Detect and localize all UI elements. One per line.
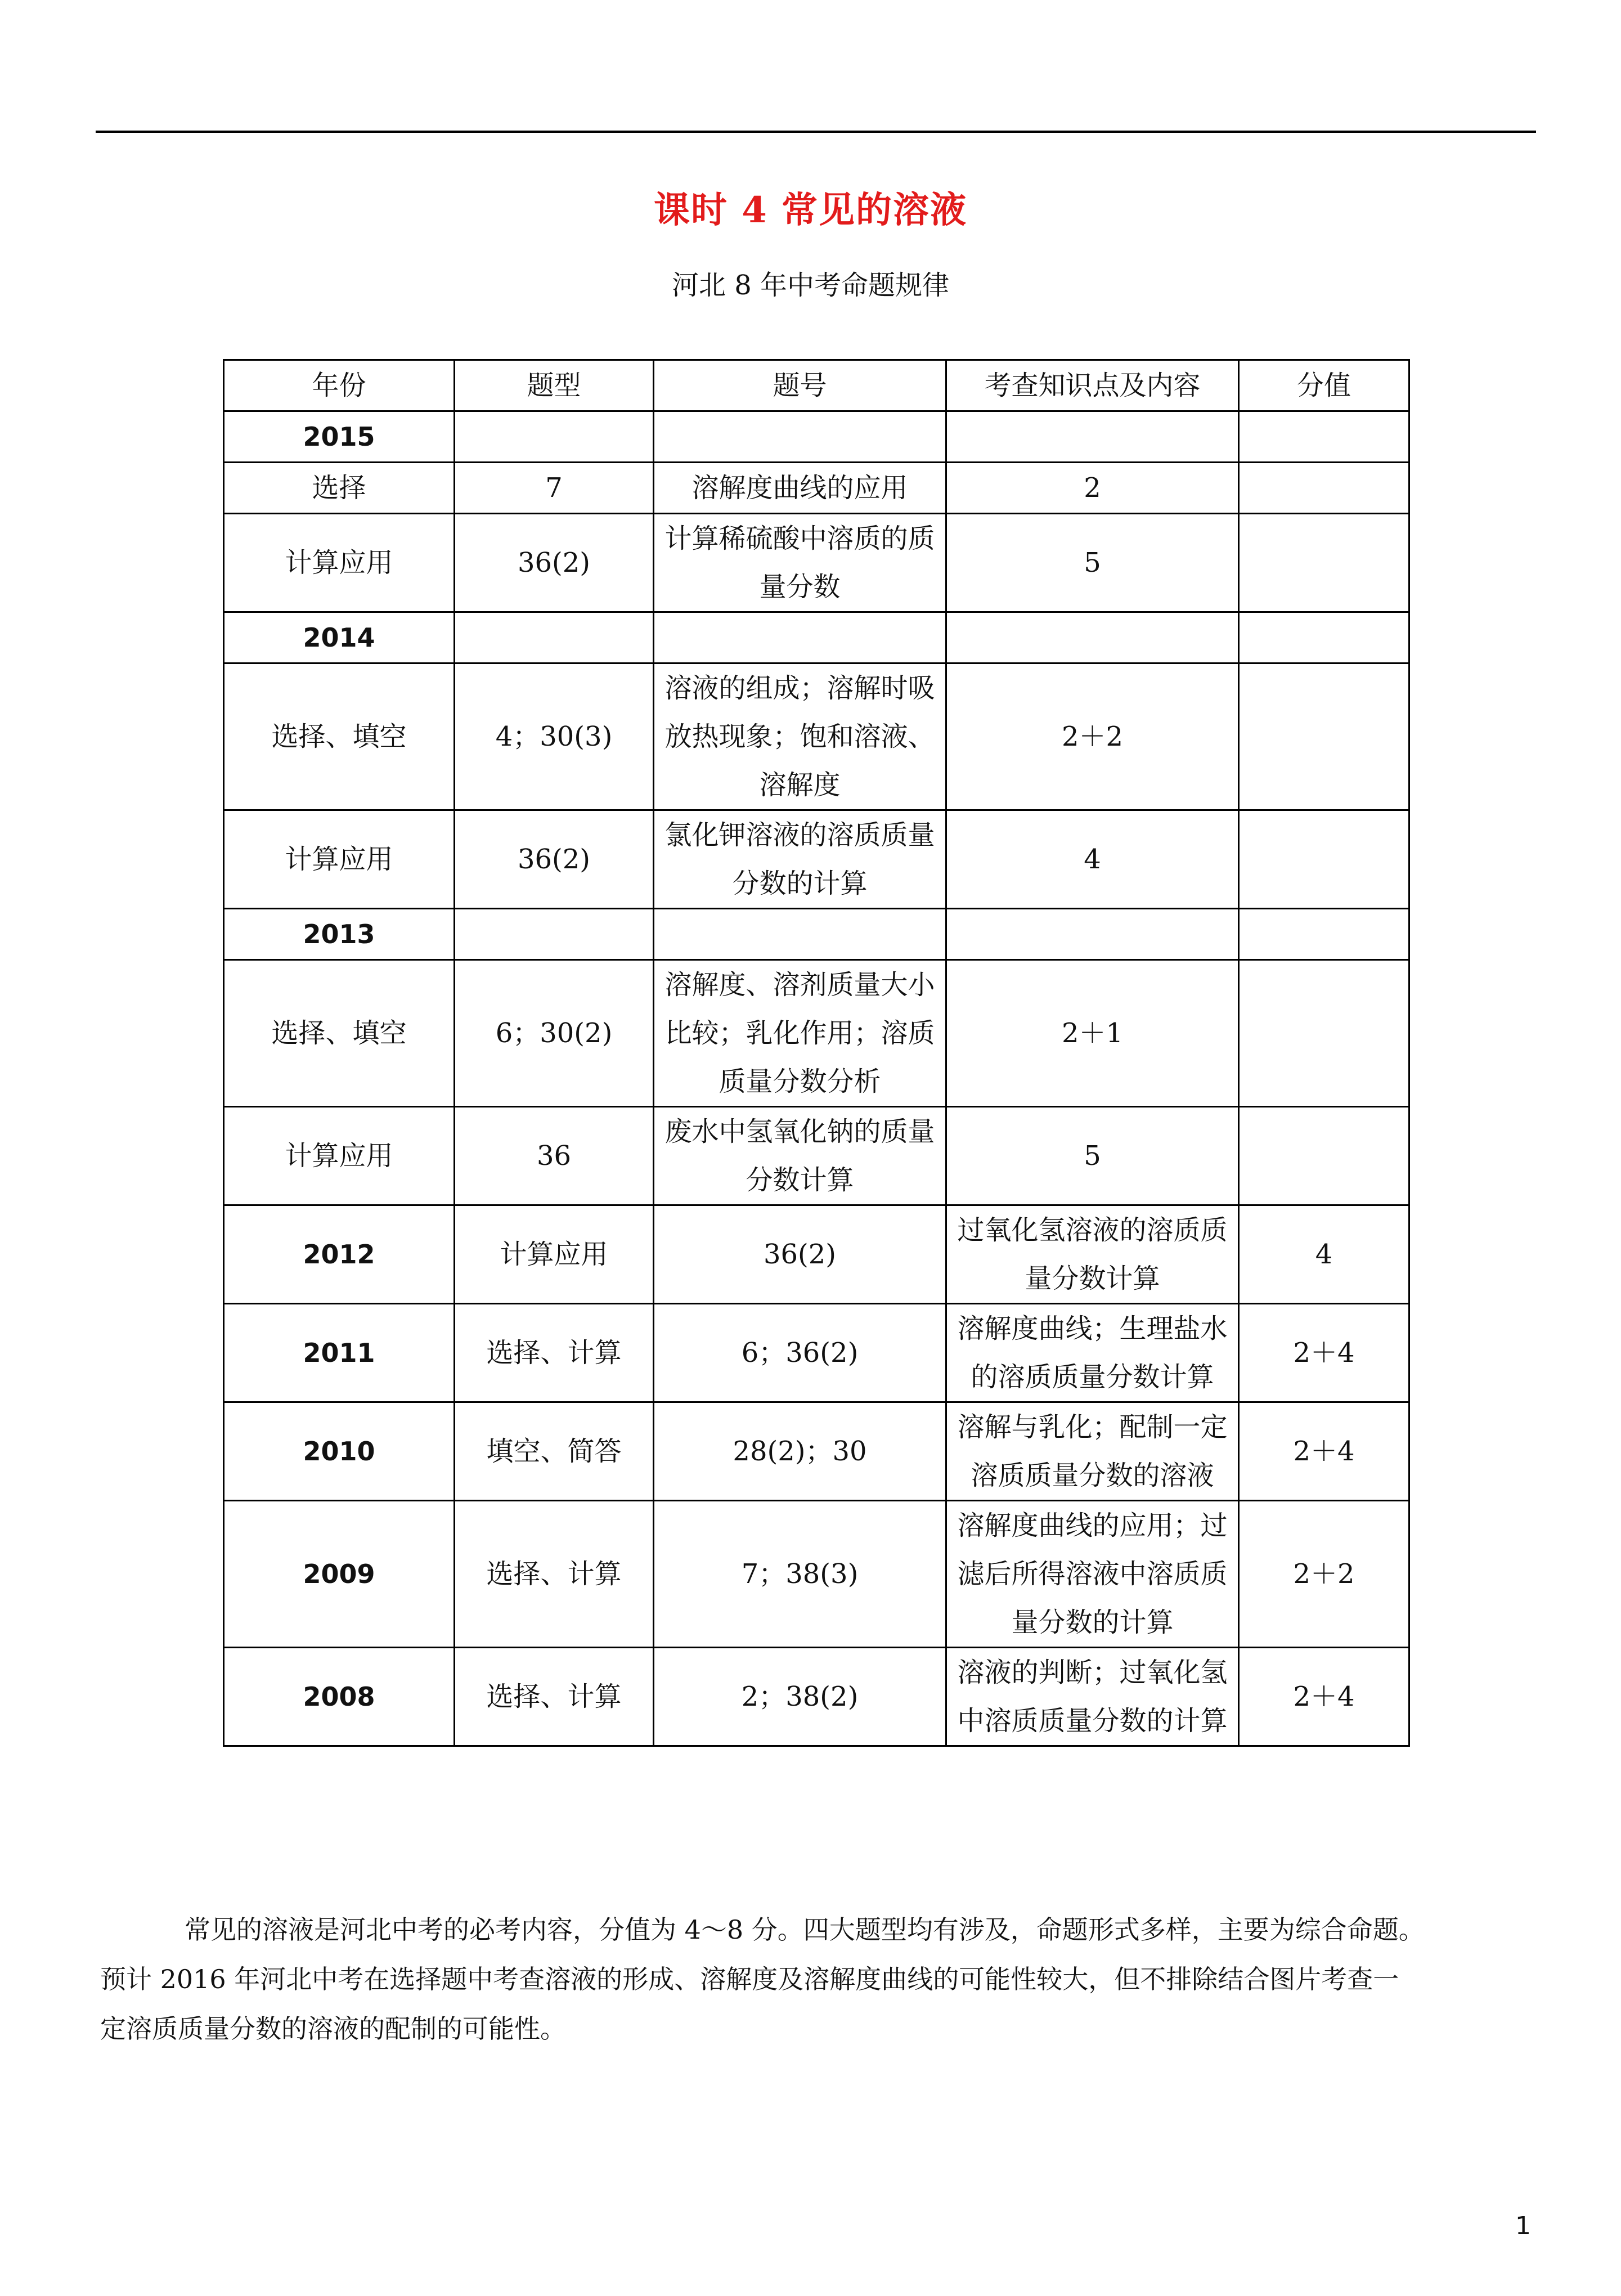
empty-cell: [455, 612, 654, 663]
empty-cell: [1239, 463, 1409, 514]
table-row: [224, 1107, 1409, 1205]
number-cell: 7: [455, 463, 654, 514]
type-cell: 选择、计算: [455, 1501, 654, 1648]
header-rule: [96, 131, 1536, 133]
year-cell: 2015: [224, 411, 455, 463]
year-cell: 2012: [224, 1205, 455, 1304]
score-cell: 4: [946, 810, 1239, 909]
score-cell: 2＋2: [946, 663, 1239, 810]
empty-cell: [946, 612, 1239, 663]
number-cell: 4；30(3): [455, 663, 654, 810]
number-cell: 7；38(3): [654, 1501, 946, 1648]
number-cell: 28(2)；30: [654, 1402, 946, 1501]
type-cell: 选择、计算: [455, 1648, 654, 1746]
year-cell: 2010: [224, 1402, 455, 1501]
exam-pattern-table: [223, 359, 1410, 1747]
content-cell: 过氧化氢溶液的溶质质量分数计算: [946, 1205, 1239, 1304]
number-cell: 36(2): [455, 514, 654, 612]
year-cell: 2013: [224, 909, 455, 960]
content-cell: 废水中氢氧化钠的质量分数计算: [654, 1107, 946, 1205]
score-cell: 2＋1: [946, 960, 1239, 1107]
number-cell: 6；36(2): [654, 1304, 946, 1402]
table-row: [224, 411, 1409, 463]
year-cell: 2008: [224, 1648, 455, 1746]
number-cell: 36(2): [455, 810, 654, 909]
empty-cell: [1239, 1107, 1409, 1205]
empty-cell: [1239, 960, 1409, 1107]
type-cell: 计算应用: [224, 1107, 455, 1205]
content-cell: 溶解度曲线的应用: [654, 463, 946, 514]
number-cell: 2；38(2): [654, 1648, 946, 1746]
table-header-row: [224, 360, 1409, 411]
paragraph-line: 常见的溶液是河北中考的必考内容，分值为 4～8 分。四大题型均有涉及，命题形式多样，主要为综合命题。: [185, 1914, 1425, 1945]
number-cell: 36: [455, 1107, 654, 1205]
page-number: 1: [1515, 2212, 1531, 2240]
summary-paragraph: [100, 1905, 1532, 2053]
page-subtitle: 河北 8 年中考命题规律: [671, 270, 950, 301]
empty-cell: [1239, 909, 1409, 960]
empty-cell: [946, 909, 1239, 960]
empty-cell: [455, 411, 654, 463]
empty-cell: [1239, 663, 1409, 810]
content-cell: 溶解与乳化；配制一定溶质质量分数的溶液: [946, 1402, 1239, 1501]
empty-cell: [1239, 810, 1409, 909]
score-cell: 5: [946, 1107, 1239, 1205]
empty-cell: [654, 909, 946, 960]
score-cell: 2＋4: [1239, 1304, 1409, 1402]
year-cell: 2014: [224, 612, 455, 663]
type-cell: 选择、计算: [455, 1304, 654, 1402]
empty-cell: [946, 411, 1239, 463]
type-cell: 填空、简答: [455, 1402, 654, 1501]
content-cell: 溶解度曲线；生理盐水的溶质质量分数计算: [946, 1304, 1239, 1402]
header-year: 年份: [224, 360, 455, 411]
content-cell: 溶液的判断；过氧化氢中溶质质量分数的计算: [946, 1648, 1239, 1746]
score-cell: 4: [1239, 1205, 1409, 1304]
empty-cell: [1239, 411, 1409, 463]
table-row: [224, 909, 1409, 960]
empty-cell: [1239, 514, 1409, 612]
score-cell: 2＋4: [1239, 1402, 1409, 1501]
table-row: [224, 663, 1409, 810]
type-cell: 选择、填空: [224, 663, 455, 810]
table-row: [224, 1205, 1409, 1304]
table-row: [224, 960, 1409, 1107]
type-cell: 选择: [224, 463, 455, 514]
empty-cell: [455, 909, 654, 960]
empty-cell: [654, 411, 946, 463]
page-title: 课时 4 常见的溶液: [653, 189, 968, 231]
header-content: 考查知识点及内容: [946, 360, 1239, 411]
type-cell: 计算应用: [455, 1205, 654, 1304]
content-cell: 溶解度曲线的应用；过滤后所得溶液中溶质质量分数的计算: [946, 1501, 1239, 1648]
content-cell: 溶液的组成；溶解时吸放热现象；饱和溶液、溶解度: [654, 663, 946, 810]
header-score: 分值: [1239, 360, 1409, 411]
content-cell: 氯化钾溶液的溶质质量分数的计算: [654, 810, 946, 909]
score-cell: 5: [946, 514, 1239, 612]
empty-cell: [1239, 612, 1409, 663]
header-number: 题号: [654, 360, 946, 411]
empty-cell: [654, 612, 946, 663]
header-type: 题型: [455, 360, 654, 411]
table-row: [224, 514, 1409, 612]
content-cell: 计算稀硫酸中溶质的质量分数: [654, 514, 946, 612]
type-cell: 计算应用: [224, 514, 455, 612]
type-cell: 计算应用: [224, 810, 455, 909]
year-cell: 2009: [224, 1501, 455, 1648]
paragraph-line: 预计 2016 年河北中考在选择题中考查溶液的形成、溶解度及溶解度曲线的可能性较大，但不排除结合图片考查一: [100, 1964, 1399, 1994]
table-row: [224, 1501, 1409, 1648]
score-cell: 2＋4: [1239, 1648, 1409, 1746]
table-row: [224, 1402, 1409, 1501]
content-cell: 溶解度、溶剂质量大小比较；乳化作用；溶质质量分数分析: [654, 960, 946, 1107]
table-row: [224, 810, 1409, 909]
table-row: [224, 1648, 1409, 1746]
year-cell: 2011: [224, 1304, 455, 1402]
score-cell: 2＋2: [1239, 1501, 1409, 1648]
table-row: [224, 1304, 1409, 1402]
table-row: [224, 463, 1409, 514]
number-cell: 6；30(2): [455, 960, 654, 1107]
score-cell: 2: [946, 463, 1239, 514]
type-cell: 选择、填空: [224, 960, 455, 1107]
table-row: [224, 612, 1409, 663]
number-cell: 36(2): [654, 1205, 946, 1304]
paragraph-line: 定溶质质量分数的溶液的配制的可能性。: [100, 2014, 566, 2044]
